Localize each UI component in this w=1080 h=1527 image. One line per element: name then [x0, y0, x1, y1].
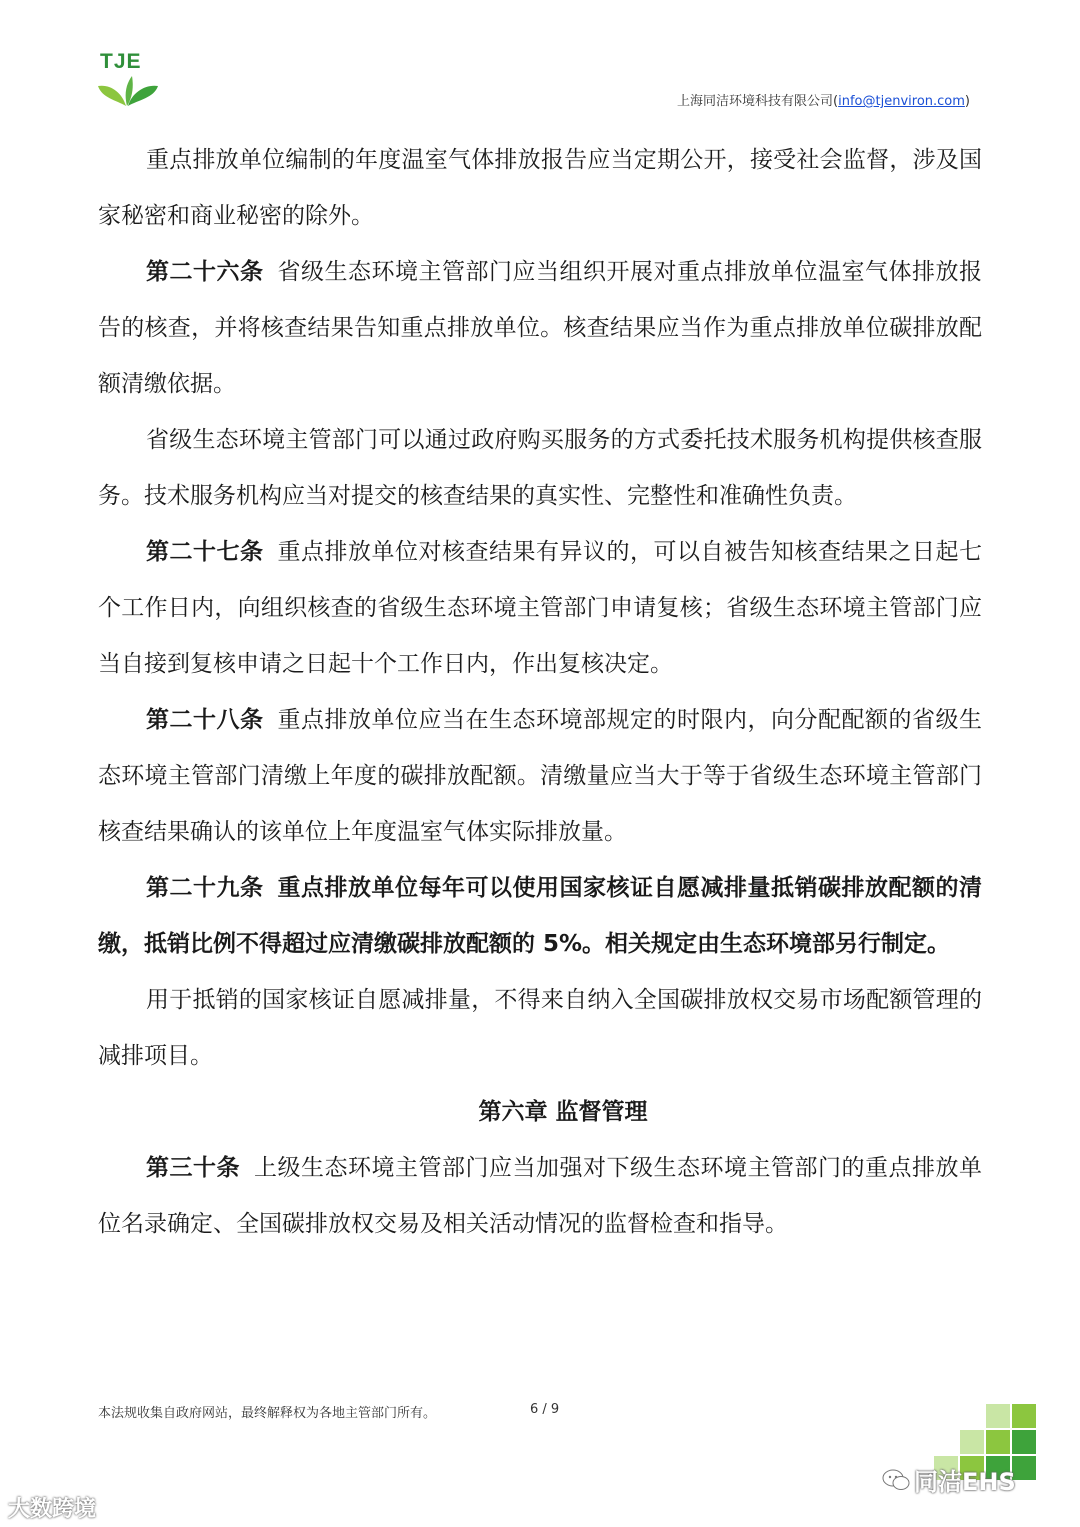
- document-body: [98, 132, 982, 1252]
- email-link[interactable]: info@tjenviron.com: [838, 94, 965, 109]
- article-number: 第三十条: [146, 1155, 240, 1181]
- article-number: 第二十六条: [146, 259, 264, 285]
- article-text: 重点排放单位每年可以使用国家核证自愿减排量抵销碳排放配额的清缴，抵销比例不得超过应清缴碳排放配额的 5%。相关规定由生态环境部另行制定。: [98, 875, 982, 957]
- company-name: 上海同洁环境科技有限公司: [677, 94, 834, 109]
- paragraph: 用于抵销的国家核证自愿减排量，不得来自纳入全国碳排放权交易市场配额管理的减排项目。: [98, 987, 982, 1069]
- article-number: 第二十九条: [146, 875, 264, 901]
- article-text: 重点排放单位应当在生态环境部规定的时限内，向分配配额的省级生态环境主管部门清缴上年度的碳排放配额。清缴量应当大于等于省级生态环境主管部门核查结果确认的该单位上年度温室气体实际排放量。: [98, 707, 982, 845]
- article-27: [98, 524, 982, 692]
- company-logo: [96, 50, 160, 108]
- article-text: 上级生态环境主管部门应当加强对下级生态环境主管部门的重点排放单位名录确定、全国碳排放权交易及相关活动情况的监督检查和指导。: [98, 1155, 982, 1237]
- page-number: 6 / 9: [530, 1402, 560, 1417]
- article-29: [98, 860, 982, 972]
- leaf-icon: [96, 70, 160, 108]
- header-company: [677, 90, 970, 109]
- chapter-title: 第六章 监督管理: [478, 1099, 648, 1125]
- article-number: 第二十八条: [146, 707, 264, 733]
- footer-note: 本法规收集自政府网站，最终解释权为各地主管部门所有。: [98, 1406, 437, 1421]
- watermark-right: [882, 1462, 1016, 1497]
- article-28: [98, 692, 982, 860]
- wechat-icon: [882, 1468, 910, 1492]
- watermark-left: 大数跨境: [8, 1497, 97, 1522]
- article-26: [98, 244, 982, 412]
- article-text: 重点排放单位对核查结果有异议的，可以自被告知核查结果之日起七个工作日内，向组织核查的省级生态环境主管部门申请复核；省级生态环境主管部门应当自接到复核申请之日起十个工作日内，作出复核决定。: [98, 539, 982, 677]
- logo-text: TJE: [100, 50, 142, 73]
- article-number: 第二十七条: [146, 539, 264, 565]
- article-text: 省级生态环境主管部门应当组织开展对重点排放单位温室气体排放报告的核查，并将核查结果告知重点排放单位。核查结果应当作为重点排放单位碳排放配额清缴依据。: [98, 259, 982, 397]
- email-open: (: [833, 94, 839, 109]
- article-30: [98, 1140, 982, 1252]
- watermark-right-text: 同洁EHS: [914, 1468, 1016, 1496]
- paragraph: 省级生态环境主管部门可以通过政府购买服务的方式委托技术服务机构提供核查服务。技术服务机构应当对提交的核查结果的真实性、完整性和准确性负责。: [98, 427, 982, 509]
- email-close: ): [964, 94, 970, 109]
- paragraph: 重点排放单位编制的年度温室气体排放报告应当定期公开，接受社会监督，涉及国家秘密和商业秘密的除外。: [98, 147, 982, 229]
